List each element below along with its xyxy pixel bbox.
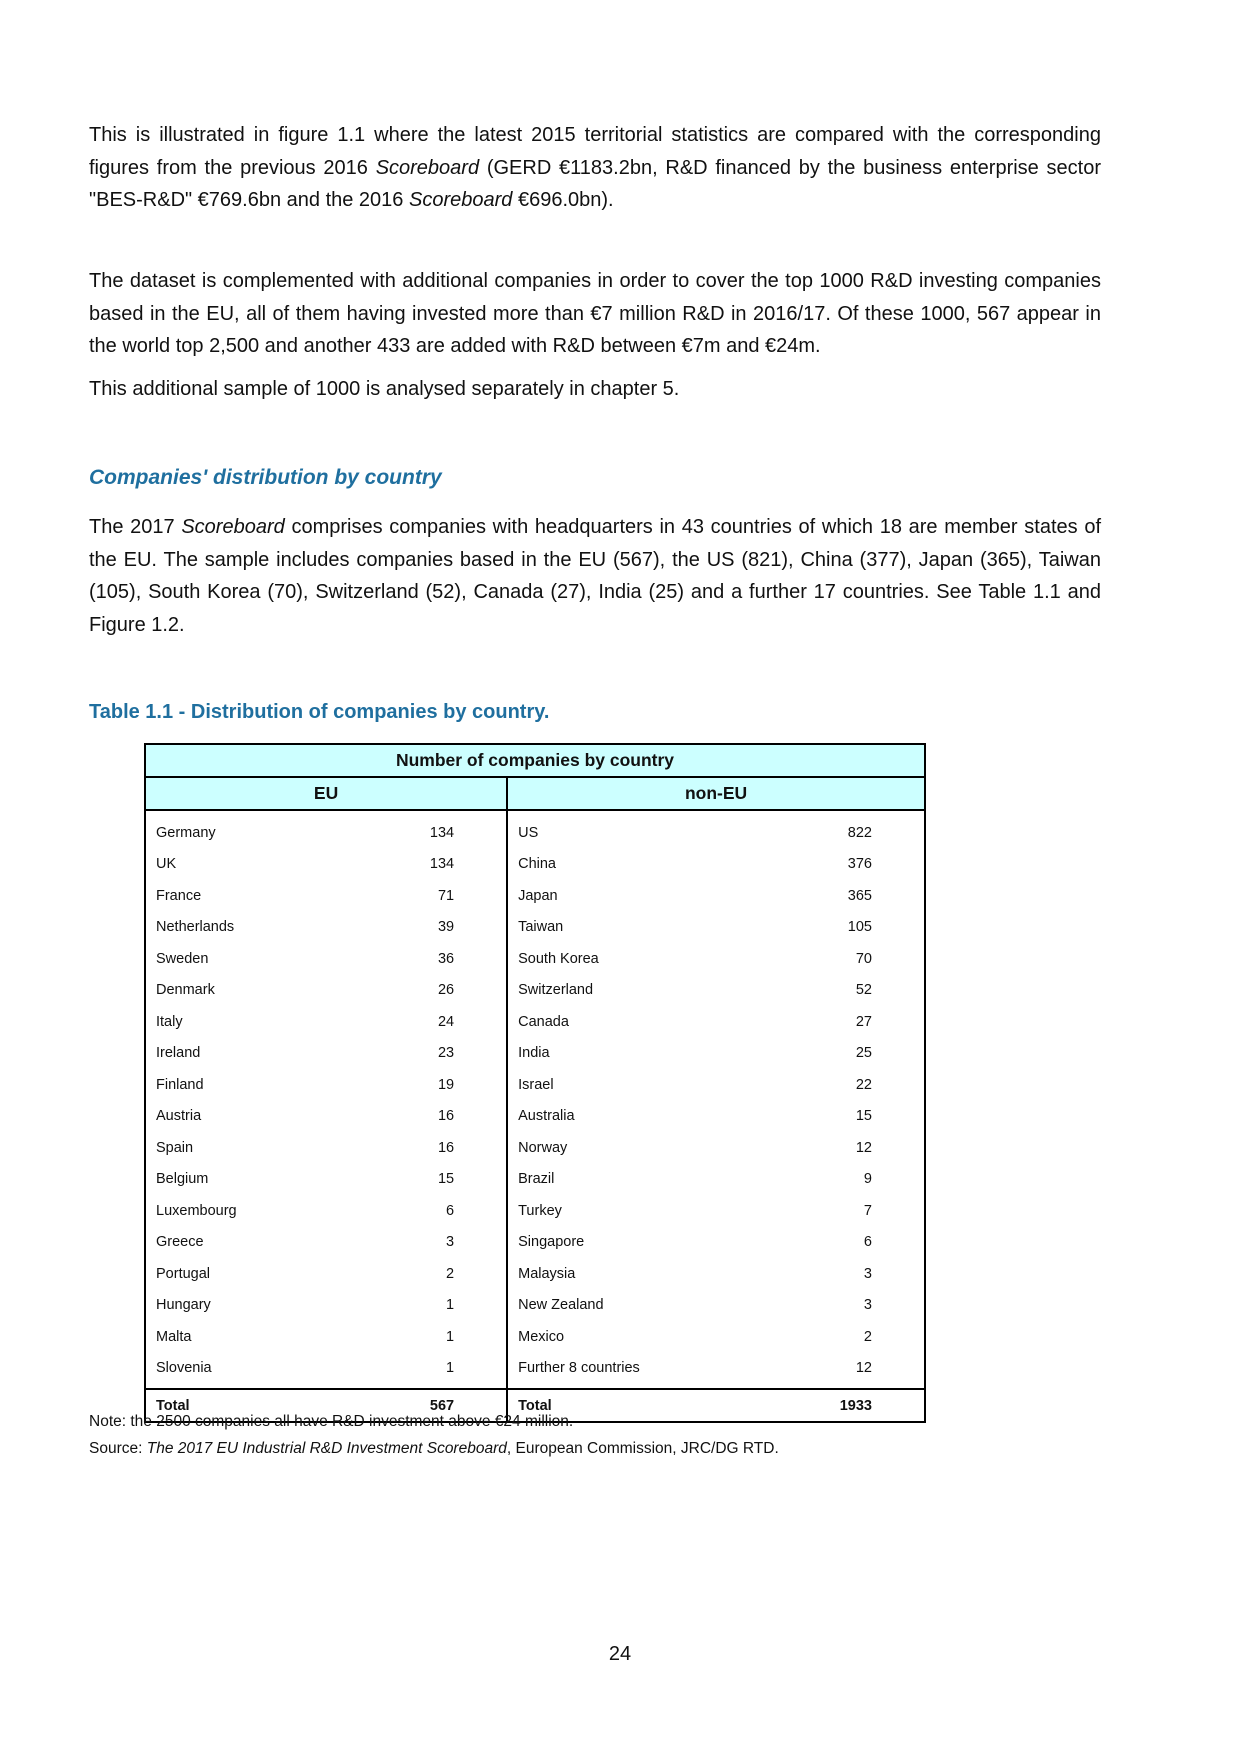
non-eu-count: 7 [736, 1195, 925, 1227]
text-run: comprises companies with headquarters in 43 countries of which 18 are member states of the EU. The sample includes companies based in the EU (567), the US (821), China (377), Japan (365), Taiwan (105), South Korea (70), Switzerland (52), Canada (27), India (25) and a further 17 countries. See Table 1.1 and Figure 1.2. [89, 516, 1101, 636]
eu-country: Greece [145, 1227, 325, 1259]
page-number: 24 [608, 1643, 632, 1665]
non-eu-count: 15 [736, 1101, 925, 1133]
non-eu-count: 822 [736, 810, 925, 849]
table-body [145, 810, 925, 1389]
eu-count: 6 [325, 1195, 508, 1227]
source-suffix: , European Commission, JRC/DG RTD. [506, 1440, 779, 1457]
non-eu-country: South Korea [518, 950, 599, 967]
eu-count: 36 [325, 943, 508, 975]
table-source [89, 1440, 779, 1458]
eu-count: 1 [325, 1353, 508, 1390]
non-eu-count: 22 [736, 1069, 925, 1101]
non-eu-count: 25 [736, 1038, 925, 1070]
non-eu-country: Canada [518, 1013, 569, 1030]
non-eu-count: 27 [736, 1006, 925, 1038]
table-row [145, 975, 925, 1007]
eu-count: 26 [325, 975, 508, 1007]
eu-country: Germany [145, 810, 325, 849]
eu-country: Luxembourg [145, 1195, 325, 1227]
eu-country: Austria [145, 1101, 325, 1133]
distribution-table [144, 743, 926, 1423]
eu-count: 15 [325, 1164, 508, 1196]
eu-country: Hungary [145, 1290, 325, 1322]
eu-count: 23 [325, 1038, 508, 1070]
table-row [145, 1006, 925, 1038]
eu-count: 134 [325, 810, 508, 849]
non-eu-country: Mexico [518, 1328, 565, 1345]
eu-count: 16 [325, 1101, 508, 1133]
table-row [145, 1353, 925, 1390]
paragraph-additional-sample [89, 373, 1101, 406]
eu-total-label: Total [145, 1389, 325, 1422]
non-eu-total-label: Total [507, 1389, 736, 1422]
table-row [145, 1164, 925, 1196]
text-run: The dataset is complemented with additional companies in order to cover the top 1000 R&D investing companies based in the EU, all of them having invested more than €7 million R&D in 2016/17. Of these 1000, 567 appear in the world top 2,500 and another 433 are added with R&D between €7m and €24m. [89, 270, 1101, 357]
eu-country: France [145, 880, 325, 912]
non-eu-country: Switzerland [518, 982, 594, 999]
eu-count: 3 [325, 1227, 508, 1259]
eu-count: 134 [325, 849, 508, 881]
table-row [145, 810, 925, 849]
non-eu-country: New Zealand [518, 1297, 604, 1314]
eu-country: UK [145, 849, 325, 881]
non-eu-count: 2 [736, 1321, 925, 1353]
non-eu-country: Japan [518, 887, 558, 904]
non-eu-total-value: 1933 [736, 1389, 925, 1422]
text-run: €696.0bn). [512, 189, 614, 211]
eu-count: 71 [325, 880, 508, 912]
table-row [145, 1227, 925, 1259]
eu-country: Belgium [145, 1164, 325, 1196]
italic-run: Scoreboard [375, 156, 480, 179]
non-eu-country: Brazil [518, 1171, 555, 1188]
eu-country: Netherlands [145, 912, 325, 944]
table-row [145, 1258, 925, 1290]
eu-count: 2 [325, 1258, 508, 1290]
eu-count: 16 [325, 1132, 508, 1164]
non-eu-count: 365 [736, 880, 925, 912]
source-prefix: Source: [89, 1440, 147, 1457]
non-eu-count: 376 [736, 849, 925, 881]
eu-count: 24 [325, 1006, 508, 1038]
eu-count: 19 [325, 1069, 508, 1101]
eu-count: 1 [325, 1321, 508, 1353]
table-row [145, 1101, 925, 1133]
table-row [145, 1321, 925, 1353]
non-eu-country: US [518, 824, 539, 841]
non-eu-country: Norway [518, 1139, 568, 1156]
table-row [145, 880, 925, 912]
table-row [145, 943, 925, 975]
italic-run: Scoreboard [408, 189, 513, 211]
non-eu-count: 9 [736, 1164, 925, 1196]
eu-country: Denmark [145, 975, 325, 1007]
non-eu-country: China [518, 856, 556, 873]
eu-column-header: EU [145, 777, 507, 810]
eu-country: Finland [145, 1069, 325, 1101]
non-eu-count: 12 [736, 1353, 925, 1390]
eu-country: Ireland [145, 1038, 325, 1070]
non-eu-count: 52 [736, 975, 925, 1007]
paragraph-dataset-complement [89, 265, 1101, 363]
non-eu-country: Australia [518, 1108, 575, 1125]
table-note: Note: the 2500 companies all have R&D investment above €24 million. [89, 1413, 574, 1430]
eu-country: Spain [145, 1132, 325, 1164]
non-eu-country: Turkey [518, 1202, 562, 1219]
table-row [145, 1195, 925, 1227]
text-run: The 2017 [89, 516, 182, 538]
non-eu-count: 3 [736, 1258, 925, 1290]
table-row [145, 1069, 925, 1101]
text-run: This is illustrated in figure 1.1 where the latest 2015 territorial statistics are compared with the corresponding figures from the previous 2016 [89, 124, 1101, 179]
non-eu-country: Singapore [518, 1234, 585, 1251]
eu-country: Slovenia [145, 1353, 325, 1390]
eu-country: Sweden [145, 943, 325, 975]
eu-count: 1 [325, 1290, 508, 1322]
eu-country: Italy [145, 1006, 325, 1038]
source-title: The 2017 EU Industrial R&D Investment Scoreboard [146, 1440, 507, 1457]
non-eu-country: Malaysia [518, 1265, 576, 1282]
paragraph-figure-comparison [89, 119, 1101, 217]
table-row [145, 1038, 925, 1070]
paragraph-country-distribution [89, 511, 1101, 641]
non-eu-column-header: non-EU [507, 777, 925, 810]
eu-country: Malta [145, 1321, 325, 1353]
table-row [145, 849, 925, 881]
table-header: Number of companies by country [145, 744, 925, 777]
section-heading: Companies' distribution by country [89, 466, 442, 489]
eu-total-value: 567 [325, 1389, 508, 1422]
non-eu-country: Taiwan [518, 919, 564, 936]
table-row [145, 1132, 925, 1164]
eu-count: 39 [325, 912, 508, 944]
non-eu-count: 12 [736, 1132, 925, 1164]
eu-country: Portugal [145, 1258, 325, 1290]
non-eu-country: Israel [518, 1076, 554, 1093]
italic-run: Scoreboard [181, 516, 285, 538]
text-run: This additional sample of 1000 is analysed separately in chapter 5. [89, 378, 680, 400]
non-eu-count: 70 [736, 943, 925, 975]
table-row [145, 912, 925, 944]
non-eu-count: 6 [736, 1227, 925, 1259]
non-eu-count: 105 [736, 912, 925, 944]
text-run: (GERD €1183.2bn, R&D financed by the business enterprise sector "BES-R&D" €769.6bn and the 2016 [89, 156, 1102, 211]
non-eu-country: Further 8 countries [518, 1360, 640, 1377]
table-caption: Table 1.1 - Distribution of companies by country. [89, 701, 550, 723]
non-eu-country: India [518, 1045, 550, 1062]
table-row [145, 1290, 925, 1322]
non-eu-count: 3 [736, 1290, 925, 1322]
